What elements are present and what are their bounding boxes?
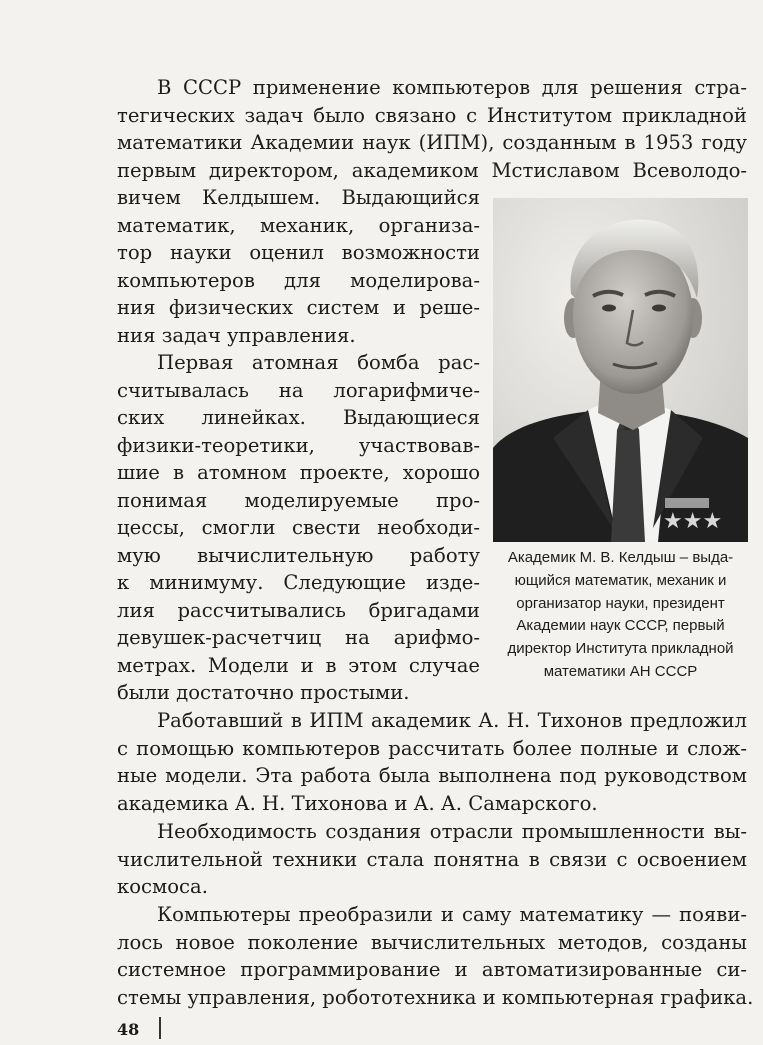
text-line: космоса. bbox=[117, 875, 208, 898]
text-line: числительной техники стала понятна в связи с освоением bbox=[117, 847, 747, 871]
text-line: Компьютеры преобразили и саму математику — появи- bbox=[157, 903, 747, 926]
page-number: 48 bbox=[117, 1020, 140, 1039]
caption-line: директор Института прикладной bbox=[507, 640, 734, 658]
text-line: лия рассчитывались бригадами bbox=[117, 598, 480, 622]
text-line: считывалась на логарифмиче- bbox=[117, 378, 480, 402]
text-line: тор науки оценил возможности bbox=[117, 241, 480, 264]
photo-caption bbox=[488, 547, 753, 684]
text-line: академика А. Н. Тихонова и А. А. Самарского. bbox=[117, 791, 598, 815]
text-line: первым директором, академиком Мстиславом Всеволодо- bbox=[117, 158, 747, 182]
text-line: ные модели. Эта работа была выполнена под руководством bbox=[117, 764, 747, 787]
text-line: В СССР применение компьютеров для решения стра- bbox=[157, 76, 747, 99]
caption-line: Академик М. В. Келдыш – выда- bbox=[507, 549, 734, 566]
text-line: Работавший в ИПМ академик А. Н. Тихонов предложил bbox=[157, 709, 747, 732]
text-line: мую вычислительную работу bbox=[117, 543, 480, 567]
text-line: системное программирование и автоматизированные си- bbox=[117, 958, 747, 981]
text-line: тегических задач было связано с Институтом прикладной bbox=[117, 103, 747, 127]
text-line: метрах. Модели и в этом случае bbox=[117, 653, 480, 677]
paragraph-2 bbox=[117, 349, 480, 707]
portrait-illustration bbox=[493, 198, 748, 542]
text-line: лось новое поколение вычислительных методов, созданы bbox=[117, 930, 747, 954]
text-line: компьютеров для моделирова- bbox=[117, 268, 480, 292]
text-line: понимая моделируемые про- bbox=[117, 488, 480, 512]
paragraph-3 bbox=[117, 707, 747, 817]
text-line: вичем Келдышем. Выдающийся bbox=[117, 186, 480, 209]
text-line: ских линейках. Выдающиеся bbox=[117, 406, 480, 429]
text-line: математики Академии наук (ИПМ), созданным в 1953 году bbox=[117, 131, 747, 154]
text-line: с помощью компьютеров рассчитать более полные и слож- bbox=[117, 736, 747, 760]
caption-line: ющийся математик, механик и bbox=[514, 571, 727, 589]
text-line: Необходимость создания отрасли промышленности вы- bbox=[157, 820, 747, 843]
keldysh-portrait-photo bbox=[493, 198, 748, 542]
text-line: ния задач управления. bbox=[117, 323, 356, 347]
text-line: шие в атомном проекте, хорошо bbox=[117, 461, 480, 484]
text-line: к минимуму. Следующие изде- bbox=[117, 571, 480, 594]
caption-line: Академии наук СССР, первый bbox=[516, 617, 725, 635]
text-line: математик, механик, организа- bbox=[117, 213, 480, 237]
caption-line: математики АН СССР bbox=[543, 662, 698, 680]
page-number-divider bbox=[159, 1017, 161, 1039]
paragraph-5 bbox=[117, 901, 754, 1011]
text-line: цессы, смогли свести необходи- bbox=[117, 516, 480, 539]
text-line: стемы управления, робототехника и компьютерная графика. bbox=[117, 985, 754, 1009]
paragraph-4 bbox=[117, 818, 747, 901]
caption-line: организатор науки, президент bbox=[516, 594, 725, 612]
text-line: Первая атомная бомба рас- bbox=[157, 351, 480, 374]
text-line: девушек-расчетчиц на арифмо- bbox=[117, 626, 480, 649]
text-line: были достаточно простыми. bbox=[117, 681, 410, 704]
text-line: физики-теоретики, участвовав- bbox=[117, 433, 480, 457]
svg-text:★★★: ★★★ bbox=[663, 509, 723, 534]
text-line: ния физических систем и реше- bbox=[117, 296, 480, 319]
